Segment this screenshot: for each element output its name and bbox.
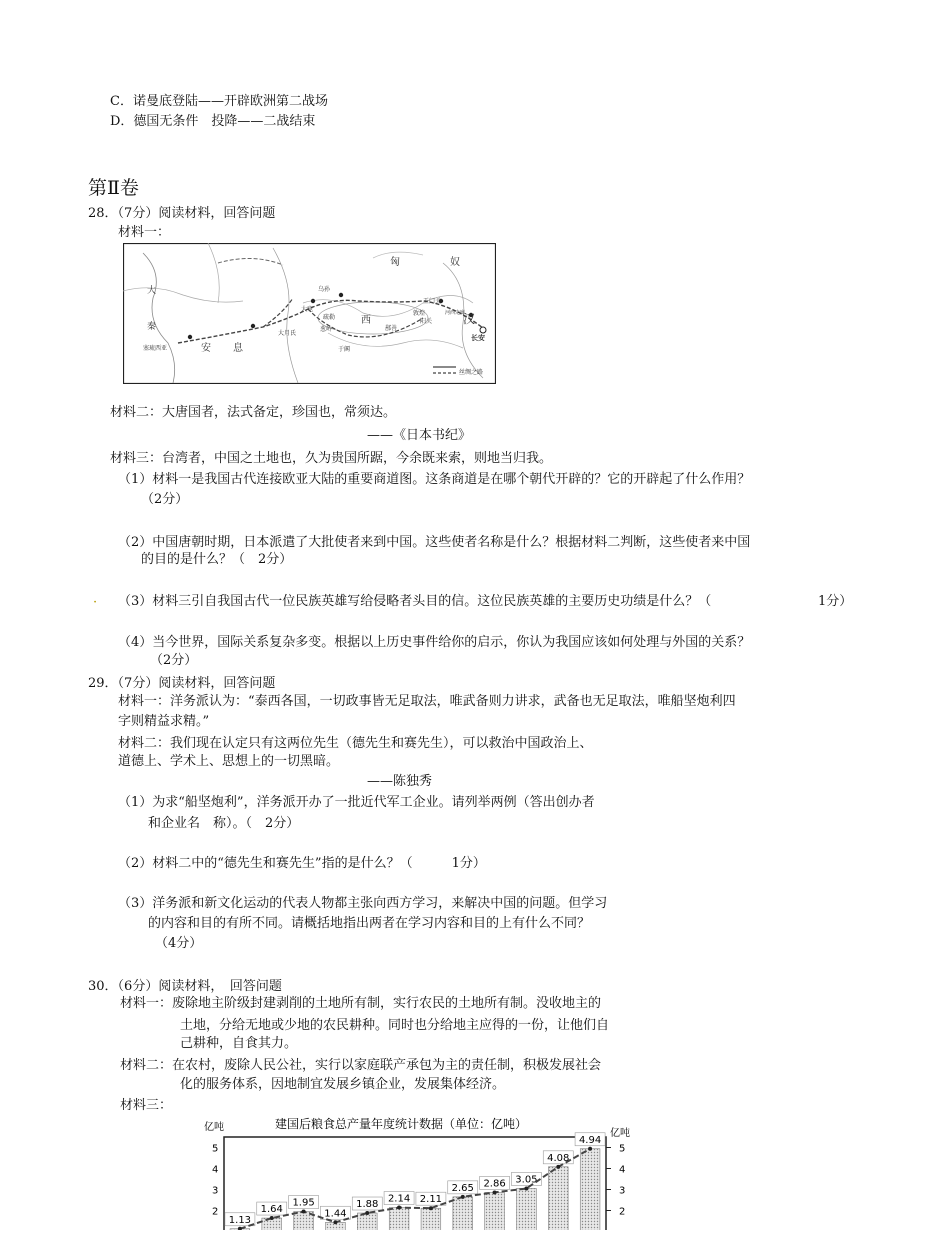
map-label-shule: 疏勒 (323, 314, 336, 321)
map-label-qin: 秦 (147, 322, 157, 332)
chart-ytick-left: 5 (212, 1143, 219, 1155)
q28-material1: 材料一： (118, 225, 171, 240)
q30-material1: 材料一：废除地主阶级封建剥削的土地所有制，实行农民的土地所有制。没收地主的 (120, 996, 602, 1011)
map-label-han: 汉 (463, 312, 476, 326)
q28-question4-score: （2分） (150, 653, 198, 668)
chart-point (333, 1220, 337, 1224)
chart-bar (548, 1167, 568, 1230)
chart-data-label: 2.65 (451, 1182, 474, 1194)
map-label-xiongnu1: 匈 (390, 257, 400, 268)
chart-ytick-left: 3 (212, 1185, 219, 1197)
q29-heading: 29．（7分）阅读材料，回答问题 (88, 676, 276, 691)
q28-question4: （4）当今世界，国际关系复杂多变。根据以上历史事件给你的启示，你认为我国应该如何处理与外国的关系？ (118, 635, 751, 650)
silk-road-map (123, 243, 496, 384)
q28-material3: 材料三：台湾者，中国之土地也，久为贵国所踞，今余既来索，则地当归我。 (110, 451, 553, 466)
map-label-dayuan: 大宛 (301, 306, 314, 313)
chart-point (429, 1206, 433, 1210)
chart-data-label: 2.11 (419, 1194, 443, 1206)
chart-point (493, 1190, 497, 1194)
chart-bar (580, 1149, 600, 1230)
chart-point (461, 1195, 465, 1199)
q28-question1: （1）材料一是我国古代连接欧亚大陆的重要商道图。这条商道是在哪个朝代开辟的？它的开辟起了什么作用？ (118, 472, 751, 487)
chart-data-label: 2.14 (387, 1193, 411, 1205)
q29-question3: （3）洋务派和新文化运动的代表人物都主张向西方学习，来解决中国的问题。但学习 (118, 896, 608, 911)
q28-question2: （2）中国唐朝时期，日本派遣了大批使者来到中国。这些使者名称是什么？根据材料二判断，这些使者来中国 (118, 535, 751, 550)
q29-question3-cont: 的内容和目的有所不同。请概括地指出两者在学习内容和目的上有什么不同？ (148, 916, 591, 931)
chart-data-label: 1.44 (324, 1208, 347, 1220)
chart-bar (453, 1197, 473, 1230)
chart-bar (357, 1213, 377, 1230)
map-legend-label: 丝绸之路 (459, 369, 484, 376)
chart-bar (389, 1208, 409, 1230)
chart-ytick-right: 4 (619, 1164, 626, 1176)
chart-bar (517, 1188, 537, 1230)
q30-material2-cont: 化的服务体系，因地制宜发展乡镇企业，发展集体经济。 (180, 1077, 506, 1092)
q29-question1: （1）为求“船坚炮利”，洋务派开办了一批近代军工企业。请列举两例（答出创办者 (118, 795, 595, 810)
chart-data-label: 2.86 (483, 1178, 506, 1190)
map-label-yutian: 于阗 (338, 346, 351, 353)
chart-data-label: 1.64 (260, 1204, 283, 1216)
q29-material2-cont: 道德上、学术上、思想上的一切黑暗。 (118, 754, 340, 769)
map-label-shanshan: 鄯善 (385, 325, 398, 332)
chart-data-label: 1.88 (356, 1199, 379, 1211)
map-label-dunhuang: 敦煌 (413, 310, 426, 317)
q29-question3-score: （4分） (155, 936, 203, 951)
grain-output-chart (200, 1112, 650, 1230)
q28-question3: （3）材料三引自我国古代一位民族英雄写给侵略者头目的信。这位民族英雄的主要历史功绩是什么？（ (118, 594, 712, 609)
q29-material1: 材料一：洋务派认为：“泰西各国，一切政事皆无足取法，唯武备则力讲求，武备也无足取法，唯船坚炮利四 (118, 694, 736, 709)
chart-ytick-right: 2 (619, 1206, 626, 1218)
chart-point (397, 1206, 401, 1210)
chart-data-label: 1.95 (292, 1197, 315, 1209)
map-label-changan: 长安 (471, 334, 485, 342)
q28-question3-score: 1分） (818, 594, 853, 609)
chart-data-label: 4.08 (547, 1152, 570, 1164)
q28-question2-cont: 的目的是什么？（ 2分） (141, 552, 293, 567)
q29-material2-source: ——陈独秀 (367, 774, 433, 789)
chart-point (365, 1211, 369, 1215)
chart-trend-line (240, 1149, 590, 1229)
q28-stray-dot: · (93, 595, 98, 610)
q29-question2: （2）材料二中的“德先生和赛先生”指的是什么？（ 1分） (118, 856, 486, 871)
map-label-xiongnu2: 奴 (450, 257, 460, 268)
chart-point (588, 1147, 592, 1151)
q28-heading: 28．（7分）阅读材料，回答问题 (88, 206, 276, 221)
option-c: C．诺曼底登陆——开辟欧洲第二战场 (110, 94, 328, 109)
chart-data-label: 1.13 (228, 1214, 252, 1226)
map-label-pamir: 葱岭 (320, 326, 333, 333)
chart-point (270, 1216, 274, 1220)
chart-point (556, 1165, 560, 1169)
map-label-yumenguan: 玉门关 (423, 298, 442, 305)
q29-question1-cont: 和企业名 称）。（ 2分） (148, 816, 300, 831)
map-label-hexi: 河西走廊 (445, 310, 466, 316)
q29-material2: 材料二：我们现在认定只有这两位先生（德先生和赛先生），可以救治中国政治上、 (118, 736, 593, 751)
chart-data-label: 3.05 (515, 1174, 538, 1186)
chart-bar (485, 1192, 505, 1230)
chart-bar (421, 1208, 441, 1230)
chart-data-label: 4.94 (578, 1134, 602, 1146)
map-label-dayuezhi: 大月氏 (278, 330, 297, 337)
q28-question1-score: （2分） (141, 492, 189, 507)
q30-material1-cont1: 土地，分给无地或少地的农民耕种。同时也分给地主应得的一份，让他们自 (180, 1018, 610, 1033)
q28-material2-source: ——《日本书纪》 (367, 428, 472, 443)
q29-material1-cont: 字则精益求精。” (118, 714, 210, 729)
q28-material2: 材料二：大唐国者，法式备定，珍国也，常须达。 (110, 405, 397, 420)
q30-heading: 30．（6分）阅读材料， 回答问题 (88, 979, 282, 994)
map-label-xi-anxi: 息 (233, 343, 243, 354)
chart-point (524, 1186, 528, 1190)
map-label-da: 大 (147, 286, 157, 296)
chart-ytick-left: 4 (212, 1164, 219, 1176)
map-label-xi: 西 (361, 315, 371, 326)
option-d: D．德国无条件 投降——二战结束 (110, 114, 316, 129)
map-label-alexandria: 塞琉西亚 (143, 345, 168, 352)
section-title: 第Ⅱ卷 (88, 177, 139, 199)
q30-material2: 材料二：在农村，废除人民公社，实行以家庭联产承包为主的责任制，积极发展社会 (120, 1058, 602, 1073)
q30-material3: 材料三： (120, 1098, 173, 1113)
map-label-an: 安 (201, 343, 211, 354)
chart-ytick-left: 2 (212, 1206, 219, 1218)
q30-material1-cont2: 己耕种，自食其力。 (180, 1036, 298, 1051)
chart-ytick-right: 3 (619, 1185, 626, 1197)
map-label-yangguan: 阳关 (420, 318, 433, 325)
chart-title: 建国后粮食总产量年度统计数据（单位：亿吨） (275, 1117, 528, 1131)
chart-point (302, 1210, 306, 1214)
chart-ytick-right: 5 (619, 1143, 626, 1155)
chart-ylabel-right: 亿吨 (610, 1128, 630, 1139)
map-label-wusun: 乌孙 (318, 286, 331, 293)
chart-ylabel-left: 亿吨 (204, 1122, 224, 1133)
